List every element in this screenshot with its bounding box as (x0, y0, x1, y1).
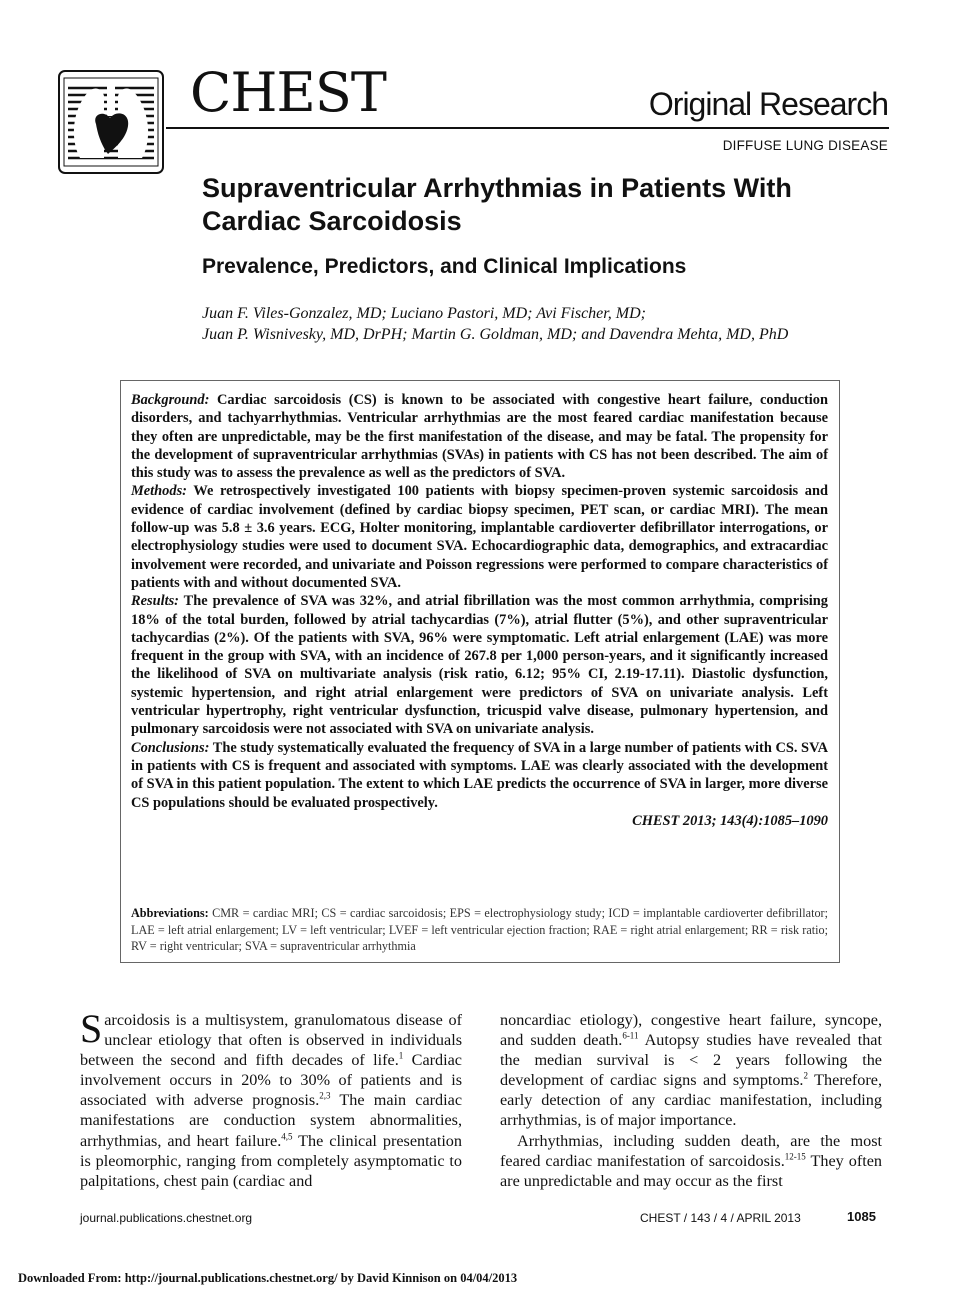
authors-line-2: Juan P. Wisnivesky, MD, DrPH; Martin G. Goldman, MD; and Davendra Mehta, MD, PhD (202, 326, 789, 343)
issue-info: CHEST / 143 / 4 / APRIL 2013 (640, 1211, 801, 1225)
body-text: Autopsy studies have revealed that the median survival is < 2 years following the development of cardiac signs and symptoms. (500, 1031, 882, 1090)
journal-url-link[interactable]: journal.publications.chestnet.org (80, 1211, 253, 1225)
paragraph (500, 1010, 882, 1131)
reference[interactable]: 2,3 (319, 1090, 331, 1101)
reference[interactable]: 1 (398, 1050, 404, 1061)
abbreviations-text: CMR = cardiac MRI; CS = cardiac sarcoidosis; EPS = electrophysiology study; ICD = implantable cardioverter defibrillator; LAE = left atrial enlargement; LV = left ventricular; LVEF = left ventricular ejection fraction; RAE = right atrial enlargement; RR = risk ratio; RV = right ventricular; SVA = supraventricular arrhythmia (131, 906, 828, 953)
article-subtitle: Prevalence, Predictors, and Clinical Implications (202, 255, 687, 278)
abstract-background (131, 391, 828, 482)
subsection-label: DIFFUSE LUNG DISEASE (722, 138, 888, 153)
abstract-results (131, 592, 828, 738)
results-label: Results: (131, 593, 179, 610)
chest-logo-icon (58, 70, 164, 174)
background-label: Background: (131, 392, 210, 408)
citation: CHEST 2013; 143(4):1085–1090 (632, 812, 828, 829)
abstract (131, 391, 828, 830)
abbreviations-label: Abbreviations: (131, 906, 209, 920)
body-column-1 (80, 1006, 463, 1191)
body-column-2 (500, 1010, 882, 1191)
abstract-methods (131, 482, 828, 592)
methods-label: Methods: (131, 483, 187, 500)
body-text: The clinical presentation is pleomorphic, ranging from completely asymptomatic to palpitations, chest pain (cardiac and (80, 1131, 462, 1190)
body-text: Arrhythmias, including sudden death, are the most feared cardiac manifestation of sarcoidosis. (500, 1131, 882, 1170)
authors-line-1: Juan F. Viles-Gonzalez, MD; Luciano Pastori, MD; Avi Fischer, MD; (202, 305, 646, 322)
body-text: The main cardiac manifestations are conduction system abnormalities, arrhythmias, and heart failure. (80, 1091, 463, 1150)
author-list (202, 303, 788, 345)
drop-cap: S (80, 1006, 103, 1051)
article-title: Supraventricular Arrhythmias in Patients With Cardiac Sarcoidosis (202, 173, 792, 236)
methods-text: We retrospectively investigated 100 patients with biopsy specimen-proven systemic sarcoidosis and evidence of cardiac involvement (defined by cardiac biopsy specimen, PET scan, or cardiac MRI). The mean follow-up was 5.8 ± 3.6 years. ECG, Holter monitoring, implantable cardioverter defibrillator interrogations, or electrophysiology studies were used to document SVA. Echocardiographic data, demographics, and extracardiac involvement were recorded, and univariate and Poisson regressions were performed to compare characteristics of patients with and without documented SVA. (131, 483, 828, 591)
abbreviations (131, 905, 828, 955)
reference[interactable]: 6-11 (622, 1030, 639, 1041)
conclusions-text: The study systematically evaluated the frequency of SVA in a large number of patients with CS. SVA in patients with CS is frequent and associated with symptoms. LAE was clearly associated with the development of SVA in this patient population. The extent to which LAE predicts the occurrence of SVA in larger, more diverse CS populations should be evaluated prospectively. (131, 739, 828, 811)
section-label: Original Research (648, 86, 888, 122)
conclusions-label: Conclusions: (131, 739, 210, 756)
abstract-conclusions (131, 739, 828, 812)
body-text: Cardiac involvement occurs in 20% to 30% of patients and is associated with adverse prognosis. (80, 1051, 462, 1110)
body-text: Therefore, early detection of any cardiac manifestation, including arrhythmias, is of major importance. (500, 1071, 883, 1130)
paragraph (500, 1131, 882, 1191)
journal-name: CHEST (190, 61, 386, 124)
header-rule (166, 127, 889, 129)
body-text: arcoidosis is a multisystem, granulomatous disease of unclear etiology that often is observed in individuals between the second and fifth decades of life. (80, 1011, 462, 1070)
reference[interactable]: 2 (803, 1070, 808, 1081)
paragraph (80, 1006, 463, 1191)
page-number: 1085 (847, 1209, 876, 1224)
reference[interactable]: 4,5 (281, 1131, 293, 1142)
body-text: They often are unpredictable and may occur as the first (500, 1151, 882, 1190)
download-notice: Downloaded From: http://journal.publications.chestnet.org/ by David Kinnison on 04/04/2013 (18, 1271, 518, 1285)
background-text: Cardiac sarcoidosis (CS) is known to be associated with congestive heart failure, conduction disorders, and tachyarrhythmias. Ventricular arrhythmias are the most feared cardiac manifestation because they often are unpredictable, may be the first manifestation of the disease, and may be fatal. The propensity for the development of supraventricular arrhythmias (SVAs) in patients with CS has not been described. The aim of this study was to assess the prevalence as well as the predictors of SVA. (131, 392, 828, 482)
reference[interactable]: 12-15 (784, 1151, 806, 1162)
results-text: The prevalence of SVA was 32%, and atrial fibrillation was the most common arrhythmia, comprising 18% of the total burden, followed by atrial tachycardias (7%), atrial flutter (5%), and other supraventricular tachycardias (2%). Of the patients with SVA, 96% were symptomatic. Left atrial enlargement (LAE) was more frequent in the group with SVA, with an incidence of 267.8 per 1,000 person-years, and it significantly increased the likelihood of SVA on multivariate analysis (risk ratio, 6.12; 95% CI, 2.19-17.11). Diastolic dysfunction, systemic hypertension, and right atrial enlargement were predictors of SVA on univariate analysis. Left ventricular hypertrophy, right ventricular dysfunction, tricuspid valve disease, pulmonary hypertension, and pulmonary sarcoidosis were not associated with SVA on univariate analysis. (131, 593, 828, 738)
body-text: noncardiac etiology), congestive heart failure, syncope, and sudden death. (500, 1011, 882, 1050)
